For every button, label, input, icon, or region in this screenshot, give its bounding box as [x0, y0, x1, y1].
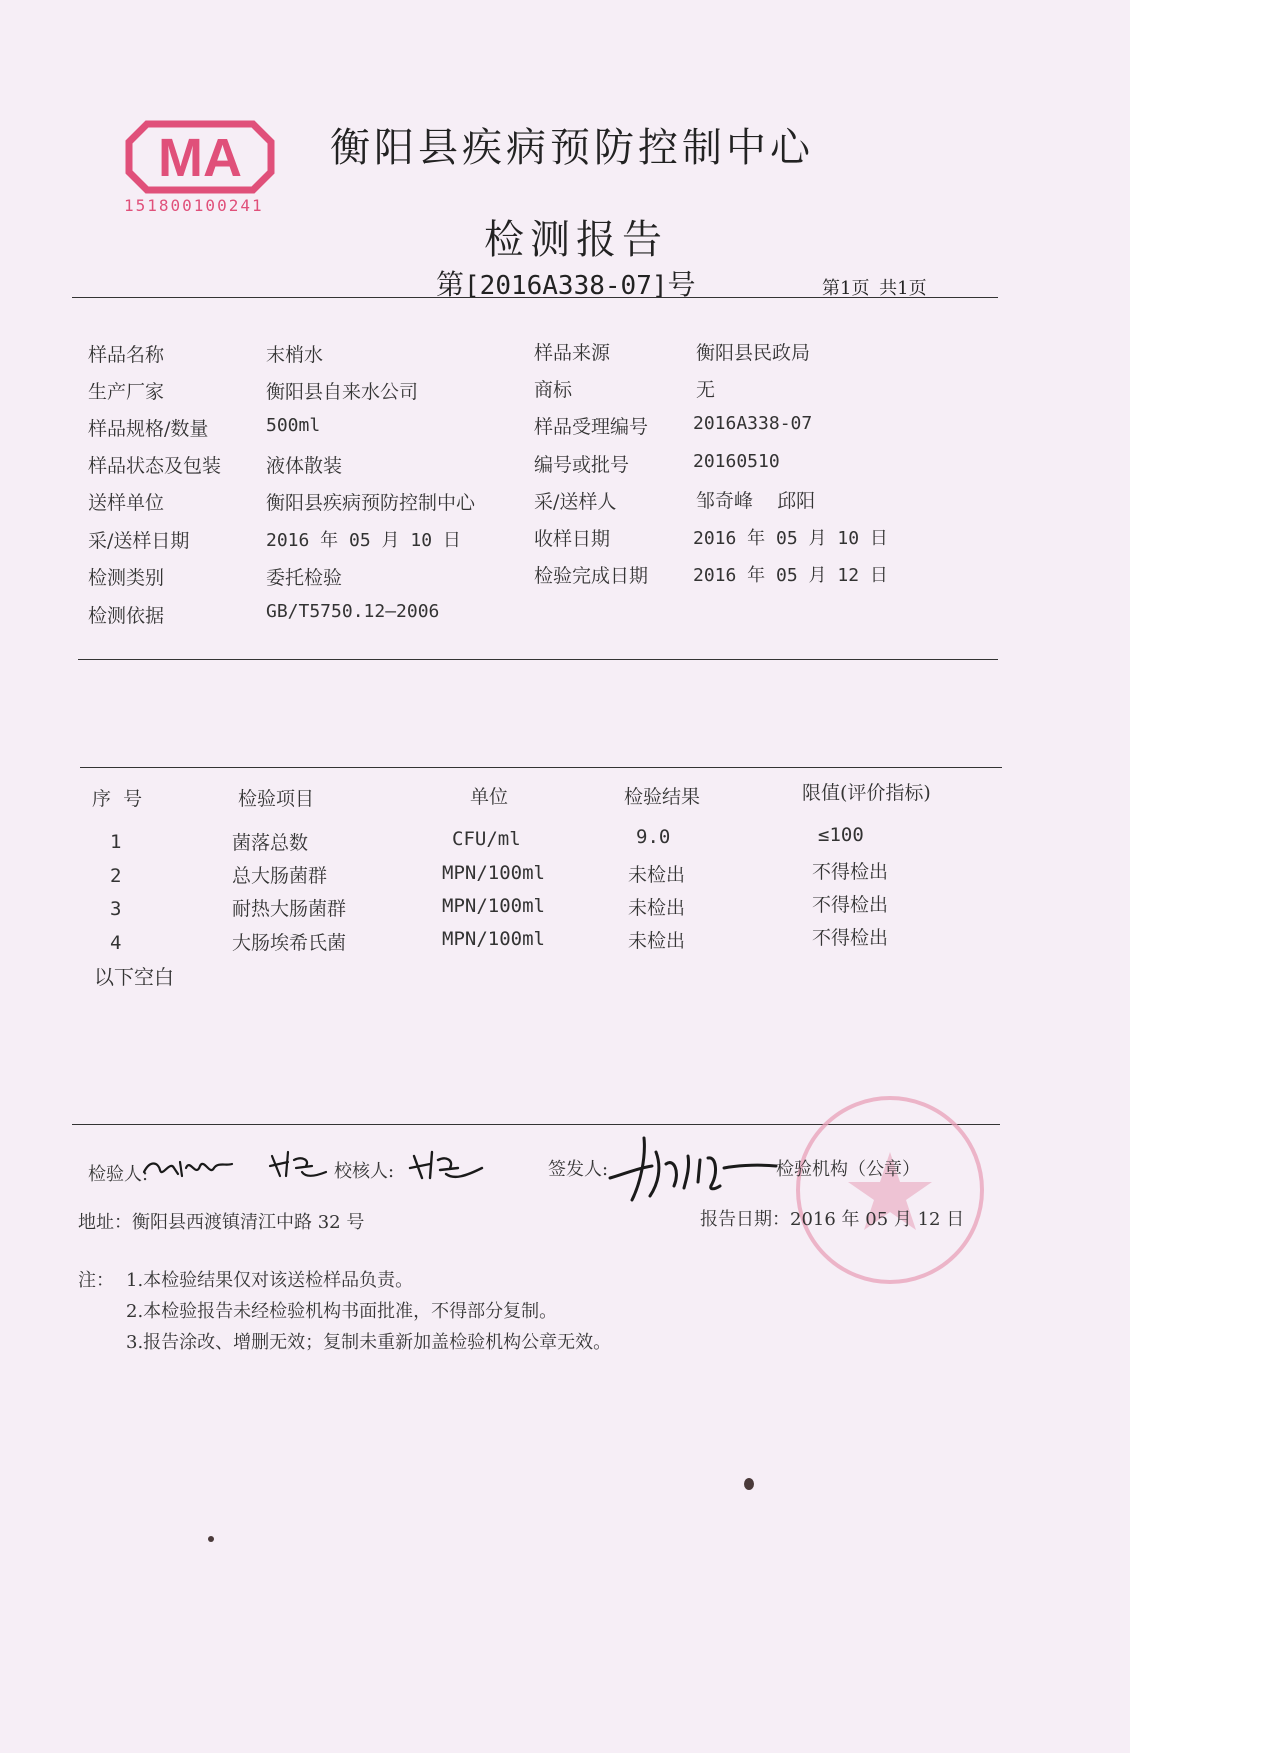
report-date: 报告日期：2016 年 05 月 12 日 — [700, 1209, 965, 1230]
info-value: 2016 年 05 月 10 日 — [266, 530, 461, 551]
header-divider — [72, 297, 998, 298]
inspector-signature — [140, 1150, 240, 1184]
reviewer-signature — [408, 1146, 488, 1184]
note-item: 3.报告涂改、增删无效；复制未重新加盖检验机构公章无效。 — [126, 1332, 612, 1353]
note-item: 1.本检验结果仅对该送检样品负责。 — [126, 1270, 414, 1291]
info-label: 生产厂家 — [88, 381, 165, 403]
info-value: 液体散装 — [266, 455, 343, 477]
blank-below-note: 以下空白 — [94, 965, 174, 989]
org-title: 衡阳县疾病预防控制中心 — [330, 125, 814, 171]
scan-speck — [208, 1536, 214, 1542]
table-cell: 不得检出 — [812, 861, 889, 883]
inspector-label: 检验人: — [88, 1164, 149, 1185]
table-header-limit: 限值(评价指标) — [802, 782, 931, 804]
table-cell: 3 — [110, 898, 122, 920]
table-cell: 总大肠菌群 — [232, 865, 328, 887]
table-header-item: 检验项目 — [238, 788, 315, 810]
scan-margin — [1130, 0, 1275, 1753]
table-cell: 4 — [110, 932, 122, 954]
info-value: 2016A338-07 — [693, 413, 813, 434]
table-cell: 1 — [110, 831, 122, 853]
notes-prefix: 注： — [78, 1270, 114, 1291]
info-value: 衡阳县疾病预防控制中心 — [266, 492, 476, 514]
info-value: 末梢水 — [266, 344, 324, 366]
info-label: 样品名称 — [88, 344, 165, 366]
svg-text:MA: MA — [158, 128, 242, 188]
table-header-result: 检验结果 — [624, 786, 701, 808]
table-cell: 不得检出 — [812, 894, 889, 916]
table-cell: 未检出 — [628, 864, 686, 886]
info-label: 检验完成日期 — [534, 565, 649, 587]
note-item: 2.本检验报告未经检验机构书面批准，不得部分复制。 — [126, 1301, 558, 1322]
info-value: 无 — [696, 379, 716, 401]
table-cell: 大肠埃希氏菌 — [232, 932, 347, 954]
info-value: 500ml — [266, 415, 321, 436]
official-seal — [790, 1090, 990, 1290]
report-number-value: [2016A338-07] — [464, 271, 668, 301]
info-label: 样品受理编号 — [534, 416, 649, 438]
info-value: 2016 年 05 月 12 日 — [693, 565, 888, 586]
info-label: 检测依据 — [88, 605, 165, 627]
table-cell: 耐热大肠菌群 — [232, 898, 347, 920]
report-number-suffix: 号 — [667, 268, 696, 301]
info-value: 2016 年 05 月 10 日 — [693, 528, 888, 549]
report-number-prefix: 第 — [436, 268, 465, 301]
table-cell: MPN/100ml — [442, 895, 545, 917]
info-label: 商标 — [534, 379, 573, 401]
reviewer-label: 校核人: — [334, 1161, 395, 1182]
table-cell: 菌落总数 — [232, 832, 309, 854]
info-value: 衡阳县民政局 — [696, 342, 811, 364]
info-label: 采/送样人 — [534, 491, 617, 513]
org-address: 地址：衡阳县西渡镇清江中路 32 号 — [78, 1212, 365, 1233]
info-value: 20160510 — [693, 451, 780, 472]
table-top-divider — [80, 767, 1002, 768]
info-label: 样品来源 — [534, 342, 611, 364]
info-value: 委托检验 — [266, 567, 343, 589]
info-value: GB/T5750.12—2006 — [266, 601, 440, 622]
page-info: 第1页 共1页 — [822, 278, 927, 299]
table-cell: 未检出 — [628, 897, 686, 919]
table-cell: 9.0 — [636, 826, 671, 848]
issuer-signature — [604, 1128, 784, 1208]
info-label: 编号或批号 — [534, 454, 630, 476]
info-value: 邹奇峰 邱阳 — [696, 490, 816, 512]
table-cell: 2 — [110, 865, 122, 887]
info-label: 收样日期 — [534, 528, 611, 550]
info-label: 送样单位 — [88, 492, 165, 514]
table-cell: ≤100 — [818, 824, 864, 846]
table-cell: CFU/ml — [452, 828, 521, 850]
document-title: 检测报告 — [484, 217, 668, 263]
issuer-label: 签发人: — [548, 1159, 609, 1180]
info-label: 样品状态及包装 — [88, 455, 222, 477]
ma-certification-logo — [125, 118, 275, 196]
table-cell: MPN/100ml — [442, 928, 545, 950]
table-cell: MPN/100ml — [442, 862, 545, 884]
table-cell: 未检出 — [628, 930, 686, 952]
ma-certificate-number: 151800100241 — [124, 196, 264, 215]
table-header-unit: 单位 — [470, 786, 509, 808]
scan-speck — [744, 1478, 754, 1490]
inspector-signature-2 — [266, 1146, 336, 1182]
info-label: 采/送样日期 — [88, 530, 190, 552]
table-header-index: 序 号 — [92, 788, 143, 810]
info-label: 样品规格/数量 — [88, 418, 209, 440]
table-cell: 不得检出 — [812, 927, 889, 949]
info-label: 检测类别 — [88, 567, 165, 589]
info-value: 衡阳县自来水公司 — [266, 381, 419, 403]
info-bottom-divider — [78, 659, 998, 660]
org-seal-label: 检验机构（公章） — [776, 1159, 920, 1180]
